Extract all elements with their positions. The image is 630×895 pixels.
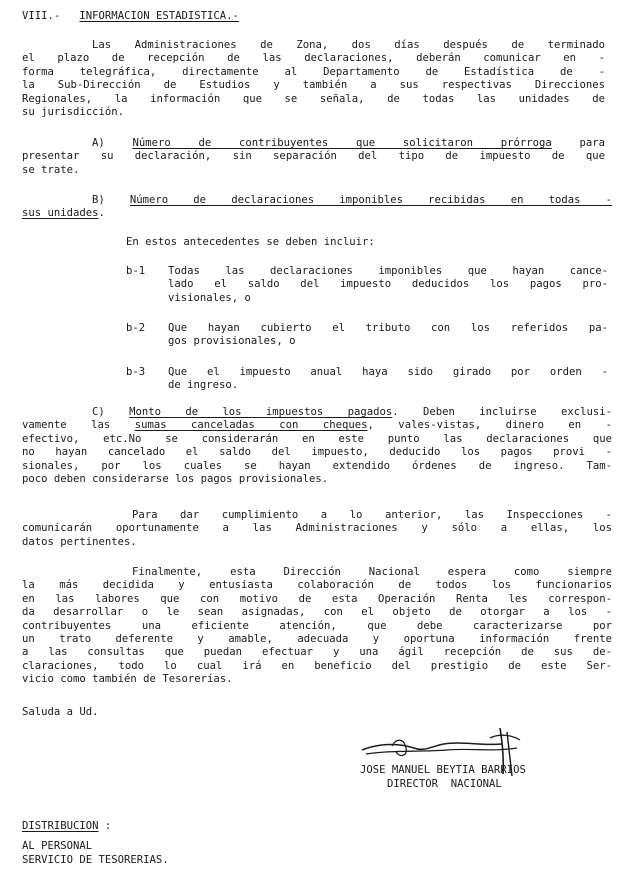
item-c-line1 [22,406,612,419]
closing-line: la más decidida y entusiasta colaboración de todos los funcionarios [22,579,612,592]
item-a-line: presentar su declaración, sin separación del tipo de impuesto de que [22,150,605,163]
item-c-line2-pre: vamente las [22,419,135,432]
item-c-line: poco deben considerarse los pagos provisionales. [22,473,329,486]
signatory-title: DIRECTOR NACIONAL [387,778,502,790]
item-b-heading-cont: sus unidades [22,207,99,220]
closing-line: Finalmente, esta Dirección Nacional espera como siempre [132,566,612,578]
subitem-line: Que hayan cubierto el tributo con los referidos pa- [168,322,608,334]
item-b [22,194,612,221]
closing-line: en las labores que con motivo de esta Operación Renta les correspon- [22,592,612,605]
compliance-line: Para dar cumplimiento a lo anterior, las Inspecciones - [132,509,612,521]
item-a-line1-rest: para [551,137,606,149]
subitem-b1 [168,265,608,305]
section-number: VIII.- [22,10,61,22]
closing-line: da desarrollar o le sean asignadas, con el objeto de otorgar a los - [22,606,612,619]
distribution-entry: SERVICIO DE TESORERIAS. [22,854,169,866]
subitem-line: visionales, o [168,291,251,304]
salutation: Saluda a Ud. [22,706,99,718]
subitem-line: Todas las declaraciones imponibles que hayan cance- [168,265,608,277]
item-c-line1-rest: . Deben incluirse exclusi- [392,406,613,418]
intro-line: la Sub-Dirección de Estudios y también a sus respectivas Direcciones [22,79,605,92]
signatory-name: JOSE MANUEL BEYTIA BARRIOS [360,764,526,776]
item-a-letter: A) [92,137,105,149]
item-c-underlined-phrase: sumas canceladas con cheques [134,419,368,432]
intro-line: Regionales, la información que se señala, de todas las unidades de [22,92,605,105]
compliance-paragraph [22,509,612,549]
closing-line: claraciones, todo lo cual irá en beneficio del prestigio de este Ser- [22,659,612,672]
subitem-line: Que el impuesto anual haya sido girado por orden - [168,366,608,378]
intro-line: forma telegráfica, directamente al Departamento de Estadística de - [22,65,605,78]
item-c-line2-rest: , vales-vistas, dinero en - [367,419,612,432]
item-a-line: se trate. [22,163,80,176]
closing-line: contribuyentes una eficiente atención, que debe caracterizarse por [22,619,612,632]
item-c-heading: Monto de los impuestos pagados [129,406,393,418]
intro-line: su jurisdicción. [22,106,125,119]
intro-paragraph [22,39,605,119]
intro-line: el plazo de recepción de las declaraciones, deberán comunicar en - [22,52,605,65]
compliance-line: comunicarán oportunamente a las Administraciones y sólo a ellas, los [22,522,612,535]
subitem-line: de ingreso. [168,379,239,392]
closing-paragraph [22,566,612,687]
item-b-line1 [22,194,612,207]
closing-line: a las consultas que puedan efectuar y una ágil recepción de sus de- [22,646,612,659]
item-b-line2 [22,207,612,220]
subitem-line: gos provisionales, o [168,335,296,348]
item-c-line: efectivo, etc.No se considerarán en este punto las declaraciones que [22,432,612,445]
item-b-letter: B) [92,194,105,206]
distribution-entry: AL PERSONAL [22,840,93,852]
subitem-b2 [168,322,608,349]
subitem-label: b-2 [126,322,146,334]
item-a-line1 [22,137,605,150]
compliance-line: datos pertinentes. [22,535,137,548]
closing-line: vicio como también de Tesorerías. [22,673,233,686]
item-c-line2 [22,419,612,432]
item-b-heading: Número de declaraciones imponibles recibidas en todas - [129,194,612,206]
item-c [22,406,612,486]
closing-line: un trato deferente y amable, adecuada y oportuna información frente [22,633,612,646]
distribution-label: DISTRIBUCION [22,820,99,832]
item-c-line: no hayan cancelado el saldo del impuesto, deducido los pagos provi - [22,446,612,459]
section-title: INFORMACION ESTADISTICA.- [79,10,239,22]
item-b-heading-end: . [98,207,105,220]
distribution-heading [22,820,111,833]
item-a [22,137,605,177]
item-c-line: sionales, por los cuales se hayan extendido órdenes de ingreso. Tam- [22,459,612,472]
section-heading [22,10,239,23]
item-c-letter: C) [92,406,105,418]
subitem-line: lado el saldo del impuesto deducidos los pagos pro- [168,278,608,291]
intro-line: Las Administraciones de Zona, dos días después de terminado [92,39,605,51]
distribution-colon: : [98,820,112,832]
subitem-b3 [168,366,608,393]
include-note: En estos antecedentes se deben incluir: [126,236,375,248]
subitem-label: b-3 [126,366,146,378]
item-a-heading: Número de contribuyentes que solicitaron prórroga [132,137,552,149]
subitem-label: b-1 [126,265,146,277]
